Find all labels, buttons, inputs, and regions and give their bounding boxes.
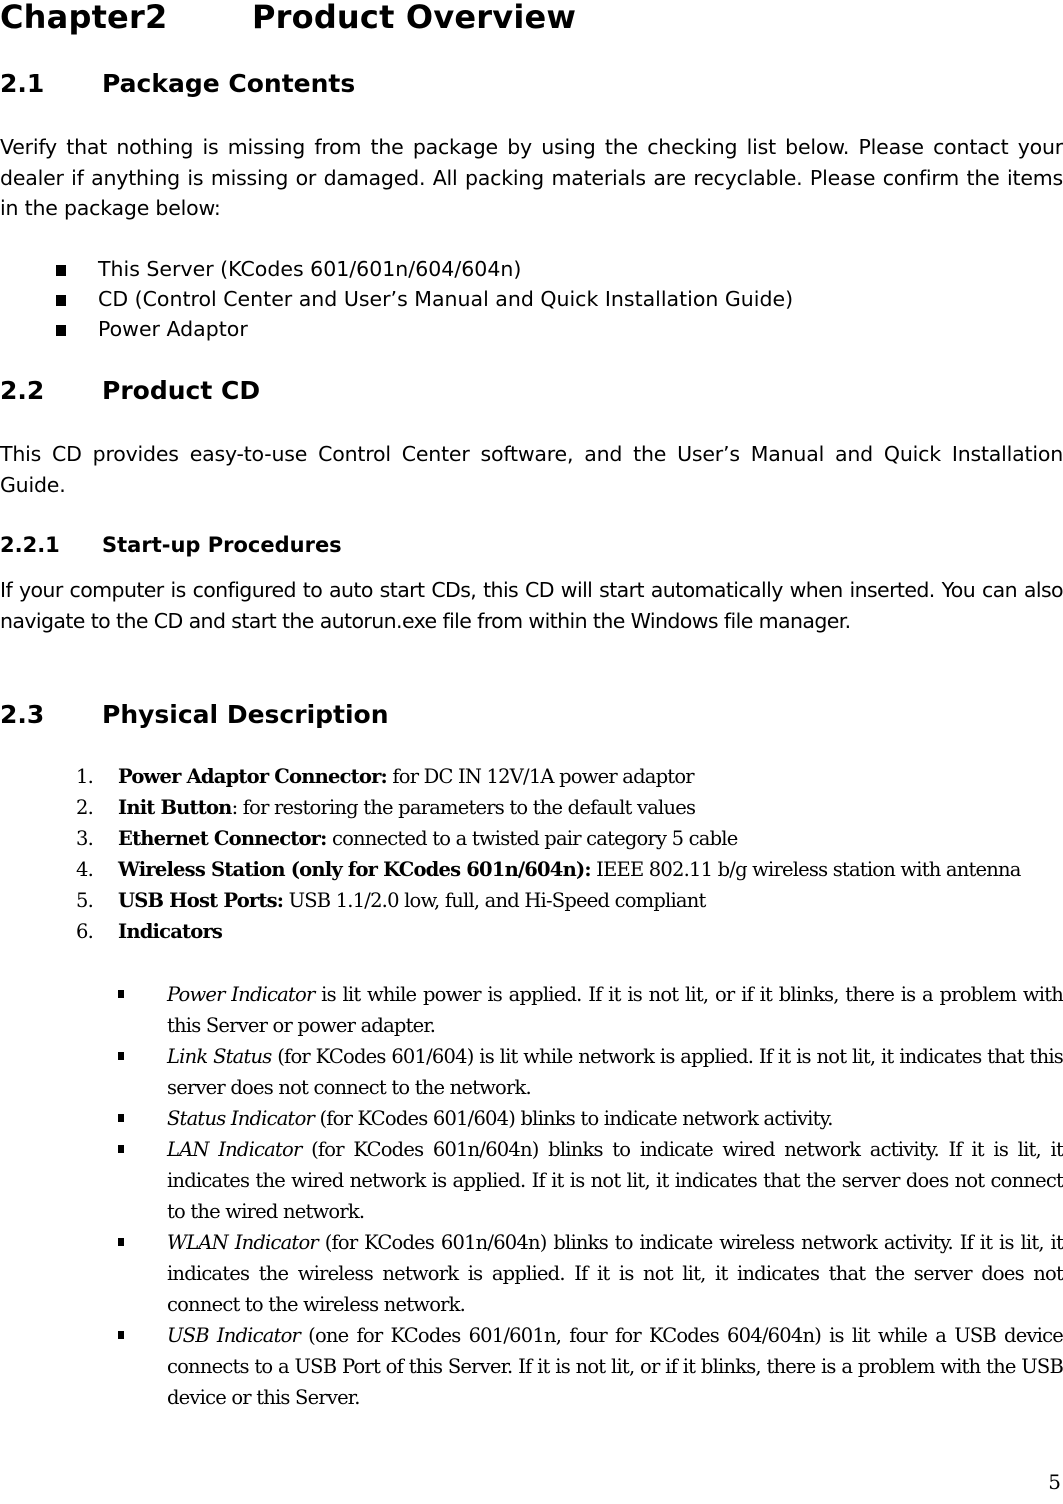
square-bullet-icon: [118, 990, 124, 998]
section-number: 2.3: [0, 700, 45, 729]
indicator-name: Link Status: [167, 1045, 272, 1068]
section-number: 2.2: [0, 376, 45, 405]
chapter-number: Chapter2: [0, 0, 168, 36]
list-item: [76, 854, 1063, 885]
page-number: 5: [1048, 1470, 1061, 1494]
indicator-text: (for KCodes 601/604) blinks to indicate network activity.: [314, 1107, 833, 1130]
chapter-title: Product Overview: [252, 0, 577, 36]
item-number: 1.: [76, 765, 94, 788]
indicator-item: [118, 1103, 1063, 1134]
indicator-text: (for KCodes 601/604) is lit while network is applied. If it is not lit, it indicates that this server does not connect to the network.: [167, 1045, 1063, 1099]
item-number: 4.: [76, 858, 94, 881]
item-label: USB Host Ports:: [118, 889, 284, 912]
section-heading-physical-description: [0, 700, 389, 729]
list-item: [76, 823, 1063, 854]
indicator-text: is lit while power is applied. If it is not lit, or if it blinks, there is a problem with this Server or power adapter.: [167, 983, 1063, 1037]
square-bullet-icon: [56, 295, 66, 306]
chapter-heading: [0, 0, 576, 36]
item-label: Init Button: [118, 796, 232, 819]
item-number: 5.: [76, 889, 94, 912]
indicator-text: (for KCodes 601n/604n) blinks to indicate wired network activity. If it is lit, it indicates the wired network is applied. If it is not lit, it indicates that the server does not connect to the wired network.: [167, 1138, 1063, 1223]
item-text: connected to a twisted pair category 5 cable: [326, 827, 738, 850]
list-item: [76, 792, 1063, 823]
product-cd-body: This CD provides easy-to-use Control Center software, and the User’s Manual and Quick Installation Guide.: [0, 442, 1063, 497]
indicator-name: Status Indicator: [167, 1107, 315, 1130]
item-number: 6.: [76, 920, 94, 943]
section-heading-package-contents: [0, 69, 355, 98]
physical-description-list: [76, 761, 1063, 947]
subsection-title: Start-up Procedures: [102, 533, 342, 557]
indicator-text: (for KCodes 601n/604n) blinks to indicate wireless network activity. If it is lit, it indicates the wireless network is applied. If it is not lit, it indicates that the server does not connect to the wireless network.: [167, 1231, 1063, 1316]
item-text: for DC IN 12V/1A power adaptor: [386, 765, 694, 788]
list-item: [76, 885, 1063, 916]
square-bullet-icon: [118, 1238, 124, 1246]
item-label: Indicators: [118, 920, 223, 943]
item-text: IEEE 802.11 b/g wireless station with antenna: [590, 858, 1021, 881]
square-bullet-icon: [118, 1114, 124, 1122]
section-title: Product CD: [102, 376, 261, 405]
subsection-number: 2.2.1: [0, 533, 60, 557]
indicator-item: [118, 979, 1063, 1041]
section-title: Package Contents: [102, 69, 356, 98]
section-title: Physical Description: [102, 700, 389, 729]
square-bullet-icon: [118, 1331, 124, 1339]
list-item-text: Power Adaptor: [98, 317, 248, 341]
item-label: Ethernet Connector:: [118, 827, 327, 850]
item-label: Wireless Station (only for KCodes 601n/604n):: [118, 858, 591, 881]
list-item-text: This Server (KCodes 601/601n/604/604n): [98, 257, 522, 281]
square-bullet-icon: [56, 265, 66, 276]
item-text: : for restoring the parameters to the default values: [231, 796, 696, 819]
item-number: 3.: [76, 827, 94, 850]
indicator-item: [118, 1134, 1063, 1227]
indicator-name: WLAN Indicator: [167, 1231, 318, 1254]
indicator-item: [118, 1320, 1063, 1413]
indicator-name: Power Indicator: [167, 983, 315, 1006]
indicator-text: (one for KCodes 601/601n, four for KCodes 604/604n) is lit while a USB device connects to a USB Port of this Server. If it is not lit, or if it blinks, there is a problem with the USB device or this Server.: [167, 1324, 1063, 1409]
indicator-item: [118, 1041, 1063, 1103]
section-heading-product-cd: [0, 376, 260, 405]
list-item: [76, 761, 1063, 792]
subsection-heading-startup: [0, 533, 342, 557]
indicator-name: LAN Indicator: [167, 1138, 302, 1161]
section-number: 2.1: [0, 69, 45, 98]
square-bullet-icon: [118, 1052, 124, 1060]
indicator-item: [118, 1227, 1063, 1320]
item-text: USB 1.1/2.0 low, full, and Hi-Speed compliant: [283, 889, 706, 912]
item-label: Power Adaptor Connector:: [118, 765, 387, 788]
list-item-text: CD (Control Center and User’s Manual and Quick Installation Guide): [98, 287, 794, 311]
item-number: 2.: [76, 796, 94, 819]
square-bullet-icon: [56, 325, 66, 336]
square-bullet-icon: [118, 1145, 124, 1153]
indicator-name: USB Indicator: [167, 1324, 301, 1347]
indicators-list: [118, 979, 1063, 1413]
list-item: [76, 916, 1063, 947]
package-contents-intro: Verify that nothing is missing from the package by using the checking list below. Please contact your dealer if anything is missing or damaged. All packing materials are recyclable. Please confirm the items in the package below:: [0, 135, 1063, 220]
startup-body: If your computer is configured to auto start CDs, this CD will start automatically when inserted. You can also navigate to the CD and start the autorun.exe file from within the Windows file manager.: [0, 578, 1063, 633]
